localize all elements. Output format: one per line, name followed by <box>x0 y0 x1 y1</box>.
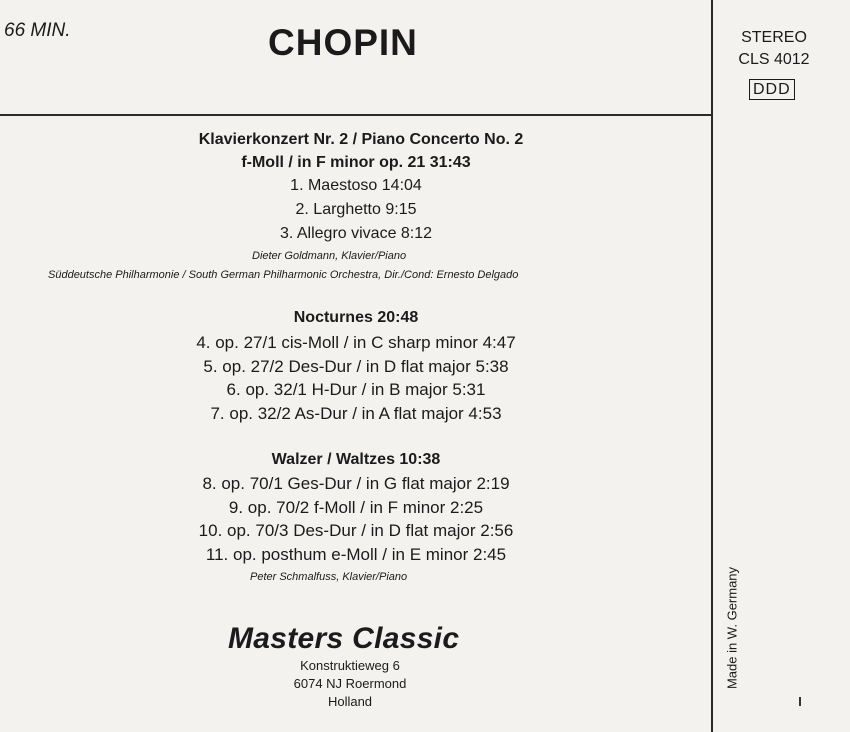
waltzes-section <box>0 448 712 566</box>
address-line: 6074 NJ Roermond <box>293 676 407 691</box>
total-duration: 66 MIN. <box>4 20 71 41</box>
track-item: 3. Allegro vivace 8:12 <box>279 225 433 242</box>
nocturnes-title: Nocturnes 20:48 <box>293 309 419 326</box>
track-item: 7. op. 32/2 As-Dur / in A flat major 4:53 <box>210 403 502 423</box>
label-address <box>250 657 450 711</box>
concerto-subtitle: f-Moll / in F minor op. 21 31:43 <box>241 154 471 171</box>
track-item: 9. op. 70/2 f-Moll / in F minor 2:25 <box>228 497 484 517</box>
concerto-section <box>0 128 712 246</box>
address-line: Holland <box>327 694 373 709</box>
ddd-badge: DDD <box>749 79 795 100</box>
label-name: Masters Classic <box>228 622 460 655</box>
waltzes-title: Walzer / Waltzes 10:38 <box>271 451 441 468</box>
track-item: 6. op. 32/1 H-Dur / in B major 5:31 <box>226 380 486 399</box>
track-item: 2. Larghetto 9:15 <box>295 201 417 218</box>
format-info <box>734 27 814 71</box>
catalog-number: CLS 4012 <box>738 51 810 68</box>
soloist-credit: Dieter Goldmann, Klavier/Piano <box>252 250 407 262</box>
track-item: 4. op. 27/1 cis-Moll / in C sharp minor 4:47 <box>196 333 516 352</box>
header-divider <box>0 114 712 116</box>
address-line: Konstruktieweg 6 <box>300 658 400 673</box>
composer-title: CHOPIN <box>268 22 418 63</box>
origin-label: Made in W. Germany <box>724 566 740 690</box>
track-item: 5. op. 27/2 Des-Dur / in D flat major 5:38 <box>203 356 509 376</box>
nocturnes-section <box>0 306 712 425</box>
soloist-credit: Peter Schmalfuss, Klavier/Piano <box>250 571 408 583</box>
concerto-title: Klavierkonzert Nr. 2 / Piano Concerto No. 2 <box>198 131 524 148</box>
spine-text <box>722 546 742 710</box>
track-item: 8. op. 70/1 Ges-Dur / in G flat major 2:19 <box>202 474 510 493</box>
track-item: 10. op. 70/3 Des-Dur / in D flat major 2:56 <box>198 521 514 540</box>
stereo-label: STEREO <box>741 29 807 46</box>
track-item: 11. op. posthum e-Moll / in E minor 2:45 <box>205 544 507 564</box>
spine-mark <box>799 697 801 706</box>
track-item: 1. Maestoso 14:04 <box>290 177 422 194</box>
orchestra-credit: Süddeutsche Philharmonie / South German Philharmonic Orchestra, Dir./Cond: Ernesto Delgado <box>48 269 519 281</box>
